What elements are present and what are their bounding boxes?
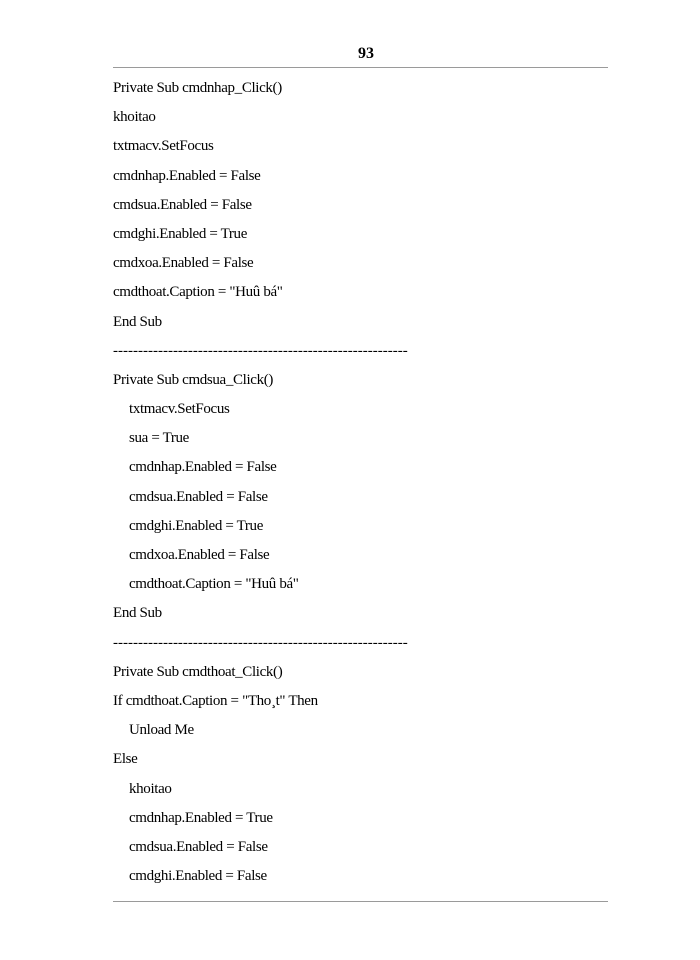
code-line: cmdxoa.Enabled = False (113, 255, 254, 272)
footer-rule (113, 901, 608, 902)
page-number: 93 (358, 45, 374, 62)
code-line: cmdthoat.Caption = "Huû bá" (129, 576, 299, 593)
code-line: Private Sub cmdsua_Click() (113, 371, 274, 388)
code-line: sua = True (129, 430, 189, 447)
code-line: cmdghi.Enabled = True (129, 517, 264, 534)
code-line: cmdthoat.Caption = "Huû bá" (113, 284, 283, 301)
separator-line: ----------------------------------------------------------- (113, 342, 408, 359)
separator-line: ----------------------------------------------------------- (113, 634, 408, 651)
code-line: Private Sub cmdnhap_Click() (113, 80, 282, 96)
code-listing (113, 78, 408, 895)
code-line: cmdnhap.Enabled = False (129, 459, 277, 476)
code-line: cmdghi.Enabled = False (129, 868, 267, 885)
code-line: Private Sub cmdthoat_Click() (113, 663, 283, 680)
code-line: cmdnhap.Enabled = True (129, 809, 273, 826)
code-line: Unload Me (129, 722, 194, 739)
code-line: End Sub (113, 313, 162, 330)
code-line: cmdsua.Enabled = False (113, 196, 252, 213)
code-line: txtmacv.SetFocus (129, 401, 230, 418)
header-rule (113, 67, 608, 68)
code-line: khoitao (129, 780, 172, 797)
code-line: If cmdthoat.Caption = "Tho¸t" Then (113, 692, 318, 709)
code-line: cmdsua.Enabled = False (129, 838, 268, 855)
code-line: cmdxoa.Enabled = False (129, 547, 270, 563)
code-line: khoitao (113, 109, 156, 126)
code-line: cmdnhap.Enabled = False (113, 167, 261, 184)
code-line: cmdsua.Enabled = False (129, 488, 268, 505)
code-line: Else (113, 751, 138, 768)
code-line: txtmacv.SetFocus (113, 138, 214, 155)
code-line: cmdghi.Enabled = True (113, 225, 248, 242)
code-line: End Sub (113, 605, 162, 622)
